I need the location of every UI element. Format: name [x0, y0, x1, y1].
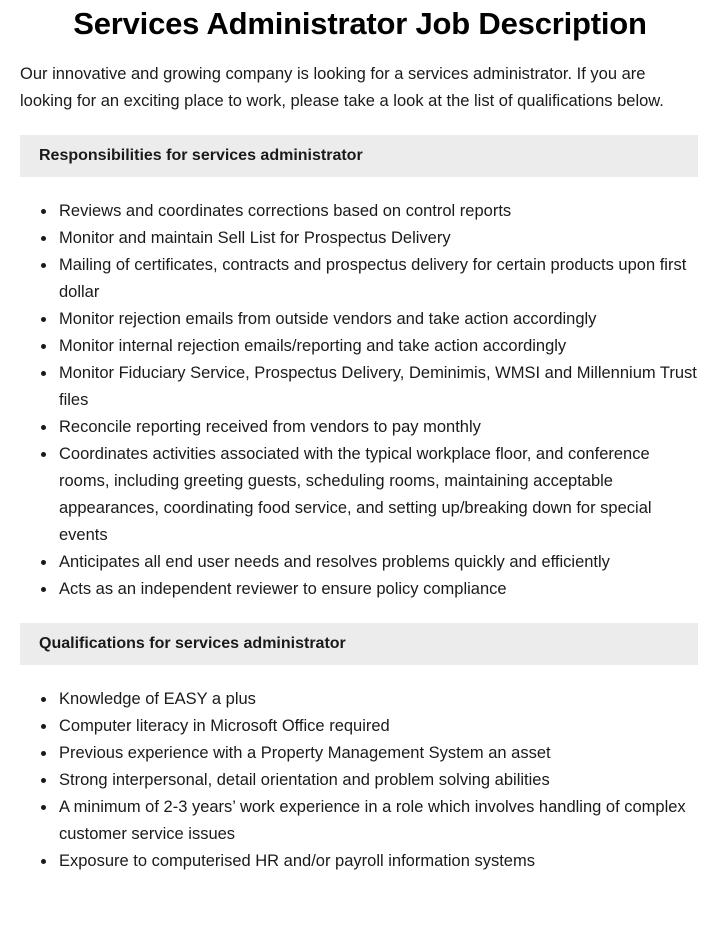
list-item-text: Strong interpersonal, detail orientation and problem solving abilities — [59, 771, 550, 789]
bullet-icon — [41, 236, 46, 241]
bullet-icon — [41, 344, 46, 349]
list-item-text: Monitor and maintain Sell List for Prospectus Delivery — [59, 229, 451, 247]
page-title: Services Administrator Job Description — [73, 6, 647, 41]
list-item — [0, 794, 698, 848]
bullet-icon — [41, 317, 46, 322]
bullet-icon — [41, 560, 46, 565]
bullet-icon — [41, 859, 46, 864]
list-item-text: Knowledge of EASY a plus — [59, 690, 256, 708]
list-item — [0, 549, 698, 576]
list-item — [0, 740, 698, 767]
section-qualifications — [0, 623, 720, 875]
bullet-icon — [41, 778, 46, 783]
list-item — [0, 414, 698, 441]
list-item-text: Acts as an independent reviewer to ensure policy compliance — [59, 580, 507, 598]
list-item — [0, 713, 698, 740]
list-item-text: Exposure to computerised HR and/or payroll information systems — [59, 852, 535, 870]
list-item-text: Reviews and coordinates corrections based on control reports — [59, 202, 512, 220]
section-heading-qualifications: Qualifications for services administrator — [20, 623, 698, 665]
list-item — [0, 767, 698, 794]
list-item-text: Previous experience with a Property Management System an asset — [59, 744, 551, 762]
bullet-icon — [41, 751, 46, 756]
job-description-document — [0, 4, 720, 875]
list-item-text: A minimum of 2-3 years’ work experience in a role which involves handling of complex customer service issues — [59, 798, 686, 843]
list-item — [0, 225, 698, 252]
list-item — [0, 441, 698, 549]
responsibilities-list — [0, 177, 720, 603]
bullet-icon — [41, 425, 46, 430]
list-item-text: Reconcile reporting received from vendors to pay monthly — [59, 418, 481, 436]
list-item-text: Monitor internal rejection emails/reporting and take action accordingly — [59, 337, 567, 355]
section-responsibilities — [0, 135, 720, 603]
intro-paragraph: Our innovative and growing company is looking for a services administrator. If you are looking for an exciting place to work, please take a look at the list of qualifications below. — [20, 65, 664, 110]
list-item — [0, 360, 698, 414]
qualifications-list — [0, 665, 720, 875]
section-heading-responsibilities: Responsibilities for services administrator — [20, 135, 698, 177]
list-item-text: Anticipates all end user needs and resolves problems quickly and efficiently — [59, 553, 610, 571]
bullet-icon — [41, 724, 46, 729]
bullet-icon — [41, 209, 46, 214]
list-item-text: Computer literacy in Microsoft Office required — [59, 717, 390, 735]
list-item-text: Monitor Fiduciary Service, Prospectus Delivery, Deminimis, WMSI and Millennium Trust files — [59, 364, 697, 409]
list-item — [0, 576, 698, 603]
list-item-text: Coordinates activities associated with the typical workplace floor, and conference rooms, including greeting guests, scheduling rooms, maintaining acceptable appearances, coordinating food service, and setting up/breaking down for special events — [59, 445, 652, 544]
list-item-text: Monitor rejection emails from outside vendors and take action accordingly — [59, 310, 597, 328]
list-item-text: Mailing of certificates, contracts and prospectus delivery for certain products upon first dollar — [59, 256, 687, 301]
list-item — [0, 686, 698, 713]
bullet-icon — [41, 697, 46, 702]
list-item — [0, 848, 698, 875]
bullet-icon — [41, 371, 46, 376]
bullet-icon — [41, 263, 46, 268]
list-item — [0, 252, 698, 306]
list-item — [0, 198, 698, 225]
list-item — [0, 333, 698, 360]
list-item — [0, 306, 698, 333]
bullet-icon — [41, 452, 46, 457]
bullet-icon — [41, 587, 46, 592]
bullet-icon — [41, 805, 46, 810]
